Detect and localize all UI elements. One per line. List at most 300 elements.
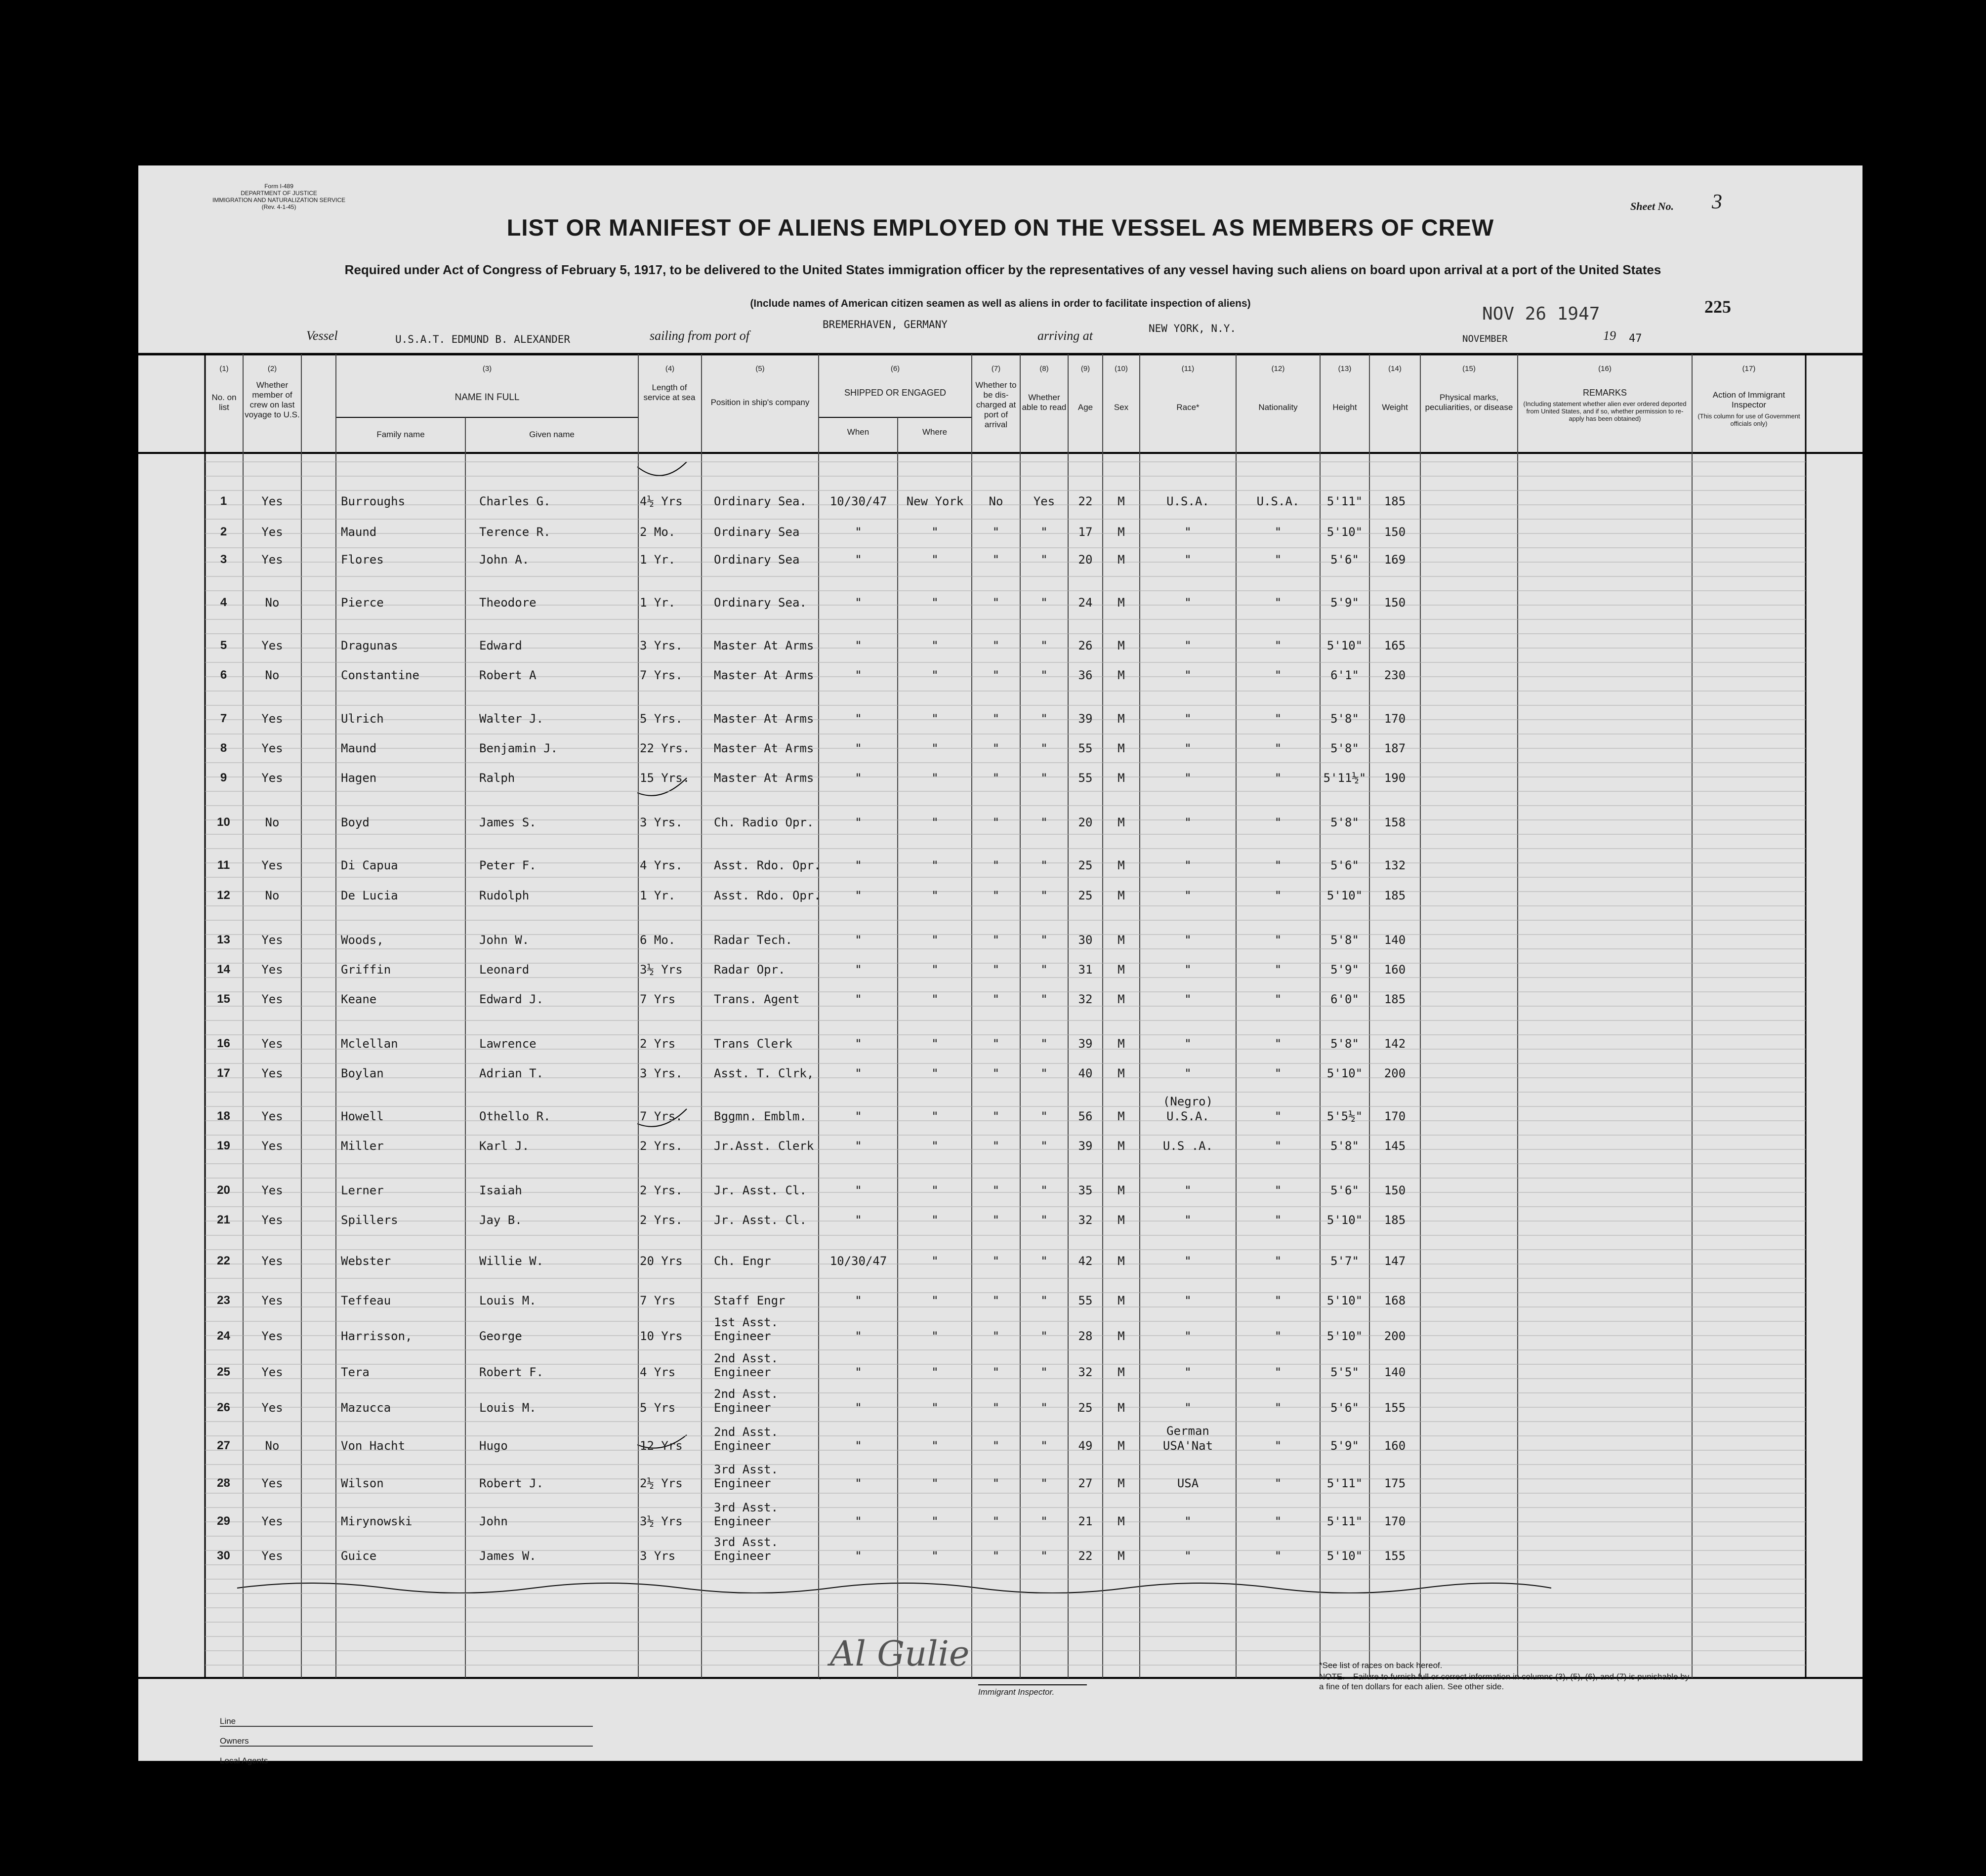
weight-cell: 170 [1384, 1109, 1406, 1123]
given-name-cell: John W. [479, 933, 530, 947]
header-given-name: Given name [529, 430, 575, 439]
weight-cell: 142 [1384, 1037, 1406, 1051]
given-name-cell: John A. [479, 553, 530, 567]
shipped-where-cell: " [931, 639, 939, 653]
last-voyage-cell: Yes [261, 494, 283, 508]
nationality-cell: " [1274, 1549, 1282, 1563]
row-number: 24 [217, 1329, 230, 1343]
form-revision: (Rev. 4-1-45) [261, 204, 296, 210]
weight-cell: 160 [1384, 963, 1406, 977]
shipped-where-cell: " [931, 1183, 939, 1197]
able-to-read-cell: " [1040, 933, 1048, 947]
race-cell: " [1184, 992, 1192, 1006]
last-voyage-cell: Yes [261, 1329, 283, 1343]
weight-cell: 185 [1384, 1213, 1406, 1227]
header-race: Race* [1176, 403, 1200, 412]
sex-cell: M [1117, 1109, 1125, 1123]
service-length-cell: 5 Yrs [640, 1401, 676, 1415]
service-length-cell: 4 Yrs [640, 1365, 676, 1379]
discharged-cell: " [992, 1183, 1000, 1197]
service-length-cell: 3 Yrs. [640, 816, 683, 829]
year-prefix: 19 [1603, 328, 1616, 343]
header-nationality: Nationality [1258, 403, 1298, 412]
position-cell: Bggmn. Emblm. [714, 1109, 807, 1123]
family-name-cell: Mclellan [341, 1037, 398, 1051]
header-weight: Weight [1382, 403, 1408, 412]
shipped-when-cell: " [855, 1365, 862, 1379]
last-voyage-cell: Yes [261, 1549, 283, 1563]
shipped-where-cell: " [931, 1549, 939, 1563]
shipped-where-cell: " [931, 1329, 939, 1343]
last-voyage-cell: Yes [261, 771, 283, 785]
able-to-read-cell: " [1040, 639, 1048, 653]
position-title-cell: 2nd Asst. [714, 1387, 779, 1401]
service-length-cell: 1 Yr. [640, 553, 676, 567]
header-where: Where [922, 427, 948, 437]
position-cell: Jr.Asst. Clerk [714, 1139, 814, 1153]
sex-cell: M [1117, 1329, 1125, 1343]
row-number: 15 [217, 992, 230, 1006]
row-number: 13 [217, 933, 230, 946]
height-cell: 5'10" [1326, 1066, 1363, 1080]
date-stamp: NOV 26 1947 [1482, 304, 1600, 324]
age-cell: 25 [1078, 889, 1093, 902]
nationality-cell: " [1274, 1037, 1282, 1051]
shipped-when-cell: " [855, 741, 862, 755]
nationality-cell: U.S.A. [1256, 494, 1300, 508]
age-cell: 35 [1078, 1183, 1093, 1197]
shipped-when-cell: " [855, 1401, 862, 1415]
row-number: 6 [220, 668, 227, 682]
age-cell: 55 [1078, 771, 1093, 785]
given-name-cell: Ralph [479, 771, 515, 785]
discharged-cell: " [992, 1294, 1000, 1307]
given-name-cell: Louis M. [479, 1294, 537, 1307]
shipped-when-cell: " [855, 1139, 862, 1153]
position-cell: Asst. T. Clrk, [714, 1066, 814, 1080]
nationality-cell: " [1274, 963, 1282, 977]
able-to-read-cell: " [1040, 525, 1048, 539]
service-length-cell: 12 Yrs [640, 1439, 683, 1453]
height-cell: 5'7" [1330, 1254, 1359, 1268]
col-num-2: (2) [267, 365, 277, 373]
sailing-port: BREMERHAVEN, GERMANY [823, 319, 948, 330]
discharged-cell: " [992, 933, 1000, 947]
height-cell: 5'6" [1330, 858, 1359, 872]
service-length-cell: 20 Yrs [640, 1254, 683, 1268]
sheet-label: Sheet No. [1630, 200, 1674, 212]
nationality-cell: " [1274, 771, 1282, 785]
position-cell: Jr. Asst. Cl. [714, 1213, 807, 1227]
age-cell: 39 [1078, 1139, 1093, 1153]
header-sex: Sex [1114, 403, 1129, 412]
last-voyage-cell: Yes [261, 1514, 283, 1528]
position-title-cell: 3rd Asst. [714, 1501, 779, 1514]
height-cell: 5'11" [1326, 494, 1363, 508]
family-name-cell: Keane [341, 992, 377, 1006]
header-able-to-read: Whether able to read [1022, 393, 1067, 412]
age-cell: 21 [1078, 1514, 1093, 1528]
row-number: 2 [220, 525, 227, 538]
service-length-cell: 4 Yrs. [640, 858, 683, 872]
last-voyage-cell: Yes [261, 553, 283, 567]
sex-cell: M [1117, 553, 1125, 567]
able-to-read-cell: " [1040, 1254, 1048, 1268]
shipped-when-cell: " [855, 553, 862, 567]
age-cell: 20 [1078, 816, 1093, 829]
given-name-cell: Othello R. [479, 1109, 551, 1123]
able-to-read-cell: " [1040, 1213, 1048, 1227]
sex-cell: M [1117, 771, 1125, 785]
shipped-when-cell: " [855, 1183, 862, 1197]
nationality-cell: " [1274, 741, 1282, 755]
given-name-cell: Robert F. [479, 1365, 544, 1379]
shipped-when-cell: " [855, 639, 862, 653]
discharged-cell: " [992, 1401, 1000, 1415]
given-name-cell: Edward [479, 639, 522, 653]
shipped-where-cell: " [931, 1476, 939, 1490]
weight-cell: 175 [1384, 1476, 1406, 1490]
height-cell: 5'8" [1330, 712, 1359, 726]
shipped-where-cell: " [931, 1213, 939, 1227]
service-length-cell: 2 Mo. [640, 525, 676, 539]
page-number: 225 [1704, 297, 1731, 317]
able-to-read-cell: " [1040, 1439, 1048, 1453]
able-to-read-cell: " [1040, 553, 1048, 567]
nationality-cell: " [1274, 1365, 1282, 1379]
age-cell: 39 [1078, 712, 1093, 726]
weight-cell: 185 [1384, 889, 1406, 902]
sex-cell: M [1117, 1294, 1125, 1307]
sex-cell: M [1117, 992, 1125, 1006]
last-voyage-cell: Yes [261, 1139, 283, 1153]
shipped-when-cell: " [855, 889, 862, 902]
position-title-cell: 3rd Asst. [714, 1535, 779, 1549]
row-number: 7 [220, 712, 227, 725]
race-cell: " [1184, 525, 1192, 539]
discharged-cell: " [992, 1365, 1000, 1379]
able-to-read-cell: " [1040, 1514, 1048, 1528]
able-to-read-cell: " [1040, 1294, 1048, 1307]
family-name-cell: Spillers [341, 1213, 398, 1227]
position-cell: Ch. Radio Opr. [714, 816, 814, 829]
race-cell: " [1184, 1254, 1192, 1268]
age-cell: 26 [1078, 639, 1093, 653]
race-cell: " [1184, 1401, 1192, 1415]
race-cell: " [1184, 1066, 1192, 1080]
discharged-cell: " [992, 1549, 1000, 1563]
able-to-read-cell: " [1040, 712, 1048, 726]
discharged-cell: " [992, 858, 1000, 872]
discharged-cell: " [992, 992, 1000, 1006]
family-name-cell: Pierce [341, 596, 384, 610]
row-number: 8 [220, 741, 227, 755]
position-cell: Engineer [714, 1549, 771, 1563]
header-inspector-note: (This column for use of Government officials only) [1697, 412, 1800, 427]
shipped-when-cell: " [855, 963, 862, 977]
weight-cell: 155 [1384, 1401, 1406, 1415]
last-voyage-cell: No [265, 668, 280, 682]
row-number: 28 [217, 1476, 230, 1490]
shipped-where-cell: " [931, 1066, 939, 1080]
shipped-where-cell: " [931, 1401, 939, 1415]
row-number: 10 [217, 816, 230, 829]
header-height: Height [1332, 403, 1357, 412]
height-cell: 5'8" [1330, 1037, 1359, 1051]
discharged-cell: " [992, 1439, 1000, 1453]
height-cell: 5'10" [1326, 1294, 1363, 1307]
shipped-where-cell: " [931, 1109, 939, 1123]
race-cell: " [1184, 596, 1192, 610]
weight-cell: 147 [1384, 1254, 1406, 1268]
arrival-month: NOVEMBER [1462, 333, 1508, 344]
nationality-cell: " [1274, 1401, 1282, 1415]
race-cell: " [1184, 889, 1192, 902]
given-name-cell: Robert A [479, 668, 537, 682]
weight-cell: 160 [1384, 1439, 1406, 1453]
height-cell: 5'5" [1330, 1365, 1359, 1379]
sex-cell: M [1117, 741, 1125, 755]
shipped-where-cell: " [931, 1037, 939, 1051]
document-subnote: (Include names of American citizen seamen as well as aliens in order to facilitate inspection of aliens) [750, 298, 1251, 309]
row-number: 17 [217, 1066, 230, 1080]
race-cell: USA'Nat [1162, 1439, 1213, 1453]
row-number: 27 [217, 1439, 230, 1452]
age-cell: 17 [1078, 525, 1093, 539]
sex-cell: M [1117, 858, 1125, 872]
shipped-where-cell: " [931, 596, 939, 610]
discharged-cell: No [989, 494, 1003, 508]
nationality-cell: " [1274, 1183, 1282, 1197]
nationality-cell: " [1274, 1213, 1282, 1227]
given-name-cell: Louis M. [479, 1401, 537, 1415]
service-length-cell: 22 Yrs. [640, 741, 690, 755]
race-cell: " [1184, 639, 1192, 653]
race-cell: " [1184, 712, 1192, 726]
race-cell: " [1184, 1183, 1192, 1197]
weight-cell: 170 [1384, 1514, 1406, 1528]
shipped-when-cell: " [855, 1439, 862, 1453]
position-cell: Trans Clerk [714, 1037, 792, 1051]
position-cell: Engineer [714, 1514, 771, 1528]
line-label: Line [220, 1716, 236, 1726]
age-cell: 42 [1078, 1254, 1093, 1268]
discharged-cell: " [992, 639, 1000, 653]
position-cell: Ordinary Sea. [714, 596, 807, 610]
discharged-cell: " [992, 1037, 1000, 1051]
header-no-on-list: No. on list [211, 393, 237, 412]
discharged-cell: " [992, 1109, 1000, 1123]
shipped-where-cell: " [931, 816, 939, 829]
discharged-cell: " [992, 1514, 1000, 1528]
penalty-note: NOTE.—Failure to furnish full or correct information in columns (3), (5), (6), and (7) is punishable by a fine of ten dollars for each alien. See other side. [1319, 1672, 1690, 1691]
sex-cell: M [1117, 1365, 1125, 1379]
shipped-where-cell: " [931, 712, 939, 726]
col-num-9: (9) [1080, 365, 1090, 373]
family-name-cell: Mirynowski [341, 1514, 413, 1528]
given-name-cell: Charles G. [479, 494, 551, 508]
col-num-4: (4) [665, 365, 675, 373]
nationality-cell: " [1274, 1066, 1282, 1080]
shipped-when-cell: " [855, 1294, 862, 1307]
family-name-cell: Teffeau [341, 1294, 391, 1307]
height-cell: 5'10" [1326, 889, 1363, 902]
age-cell: 55 [1078, 1294, 1093, 1307]
age-cell: 32 [1078, 992, 1093, 1006]
row-number: 19 [217, 1139, 230, 1152]
sex-cell: M [1117, 1254, 1125, 1268]
sex-cell: M [1117, 525, 1125, 539]
race-note-cell: (Negro) [1162, 1095, 1213, 1108]
age-cell: 25 [1078, 858, 1093, 872]
weight-cell: 190 [1384, 771, 1406, 785]
family-name-cell: Miller [341, 1139, 384, 1153]
able-to-read-cell: " [1040, 668, 1048, 682]
able-to-read-cell: " [1040, 771, 1048, 785]
weight-cell: 132 [1384, 858, 1406, 872]
col-num-14: (14) [1388, 365, 1402, 373]
last-voyage-cell: Yes [261, 1294, 283, 1307]
nationality-cell: " [1274, 1109, 1282, 1123]
shipped-where-cell: " [931, 525, 939, 539]
arriving-label: arriving at [1037, 328, 1093, 343]
service-length-cell: 2 Yrs [640, 1037, 676, 1051]
race-cell: U.S.A. [1166, 494, 1209, 508]
last-voyage-cell: Yes [261, 1401, 283, 1415]
position-cell: Master At Arms [714, 668, 814, 682]
sex-cell: M [1117, 1439, 1125, 1453]
last-voyage-cell: No [265, 1439, 280, 1453]
row-number: 3 [220, 553, 227, 566]
age-cell: 28 [1078, 1329, 1093, 1343]
weight-cell: 145 [1384, 1139, 1406, 1153]
shipped-where-cell: " [931, 1139, 939, 1153]
inspector-signature: Al Gulie [830, 1633, 970, 1674]
shipped-where-cell: " [931, 1294, 939, 1307]
height-cell: 5'10" [1326, 1549, 1363, 1563]
shipped-when-cell: " [855, 1109, 862, 1123]
weight-cell: 200 [1384, 1066, 1406, 1080]
shipped-where-cell: " [931, 858, 939, 872]
shipped-when-cell: 10/30/47 [829, 1254, 887, 1268]
family-name-cell: Di Capua [341, 858, 398, 872]
last-voyage-cell: Yes [261, 858, 283, 872]
age-cell: 55 [1078, 741, 1093, 755]
row-number: 29 [217, 1514, 230, 1528]
service-length-cell: 3 Yrs. [640, 639, 683, 653]
service-length-cell: 5 Yrs. [640, 712, 683, 726]
sex-cell: M [1117, 1514, 1125, 1528]
discharged-cell: " [992, 668, 1000, 682]
weight-cell: 150 [1384, 1183, 1406, 1197]
height-cell: 6'1" [1330, 668, 1359, 682]
sex-cell: M [1117, 889, 1125, 902]
sex-cell: M [1117, 1139, 1125, 1153]
weight-cell: 170 [1384, 712, 1406, 726]
race-cell: " [1184, 668, 1192, 682]
service-length-cell: 3½ Yrs [640, 963, 683, 977]
row-number: 18 [217, 1109, 230, 1123]
given-name-cell: Benjamin J. [479, 741, 558, 755]
height-cell: 5'6" [1330, 1401, 1359, 1415]
shipped-where-cell: " [931, 992, 939, 1006]
given-name-cell: Leonard [479, 963, 530, 977]
service-length-cell: 2 Yrs. [640, 1183, 683, 1197]
service-length-cell: 2 Yrs. [640, 1213, 683, 1227]
age-cell: 22 [1078, 494, 1093, 508]
family-name-cell: Lerner [341, 1183, 384, 1197]
family-name-cell: De Lucia [341, 889, 398, 902]
given-name-cell: Theodore [479, 596, 537, 610]
service-length-cell: 2 Yrs. [640, 1139, 683, 1153]
family-name-cell: Hagen [341, 771, 377, 785]
nationality-cell: " [1274, 639, 1282, 653]
last-voyage-cell: No [265, 816, 280, 829]
able-to-read-cell: " [1040, 1365, 1048, 1379]
shipped-when-cell: " [855, 1329, 862, 1343]
manifest-sheet [138, 165, 1862, 1765]
age-cell: 24 [1078, 596, 1093, 610]
able-to-read-cell: " [1040, 1037, 1048, 1051]
given-name-cell: George [479, 1329, 522, 1343]
service-length-cell: 2½ Yrs [640, 1476, 683, 1490]
header-last-voyage: Whether member of crew on last voyage to U.S. [245, 380, 300, 419]
given-name-cell: John [479, 1514, 508, 1528]
family-name-cell: Harrisson, [341, 1329, 413, 1343]
family-name-cell: Maund [341, 741, 377, 755]
discharged-cell: " [992, 553, 1000, 567]
sex-cell: M [1117, 1213, 1125, 1227]
shipped-where-cell: New York [906, 494, 964, 508]
race-cell: " [1184, 1294, 1192, 1307]
col-num-3: (3) [482, 365, 492, 373]
shipped-where-cell: " [931, 1514, 939, 1528]
weight-cell: 185 [1384, 992, 1406, 1006]
form-number: Form I-489 [264, 183, 293, 190]
row-number: 20 [217, 1183, 230, 1197]
height-cell: 5'8" [1330, 933, 1359, 947]
nationality-cell: " [1274, 933, 1282, 947]
sex-cell: M [1117, 1476, 1125, 1490]
able-to-read-cell: " [1040, 858, 1048, 872]
shipped-when-cell: " [855, 1549, 862, 1563]
age-cell: 25 [1078, 1401, 1093, 1415]
shipped-when-cell: " [855, 1066, 862, 1080]
race-cell: U.S.A. [1166, 1109, 1209, 1123]
row-number: 1 [220, 494, 227, 508]
row-number: 26 [217, 1401, 230, 1414]
shipped-when-cell: " [855, 933, 862, 947]
vessel-label: Vessel [306, 328, 338, 343]
race-cell: " [1184, 933, 1192, 947]
service-length-cell: 7 Yrs. [640, 1109, 683, 1123]
service-length-cell: 3 Yrs [640, 1549, 676, 1563]
given-name-cell: Robert J. [479, 1476, 544, 1490]
service-length-cell: 4½ Yrs [640, 494, 683, 508]
position-cell: Engineer [714, 1439, 771, 1453]
shipped-where-cell: " [931, 889, 939, 902]
year-suffix: 47 [1629, 332, 1642, 345]
last-voyage-cell: Yes [261, 741, 283, 755]
row-number: 12 [217, 889, 230, 902]
discharged-cell: " [992, 741, 1000, 755]
row-number: 25 [217, 1365, 230, 1379]
shipped-when-cell: " [855, 525, 862, 539]
weight-cell: 187 [1384, 741, 1406, 755]
col-num-17: (17) [1742, 365, 1756, 373]
sex-cell: M [1117, 1401, 1125, 1415]
service-length-cell: 15 Yrs. [640, 771, 690, 785]
